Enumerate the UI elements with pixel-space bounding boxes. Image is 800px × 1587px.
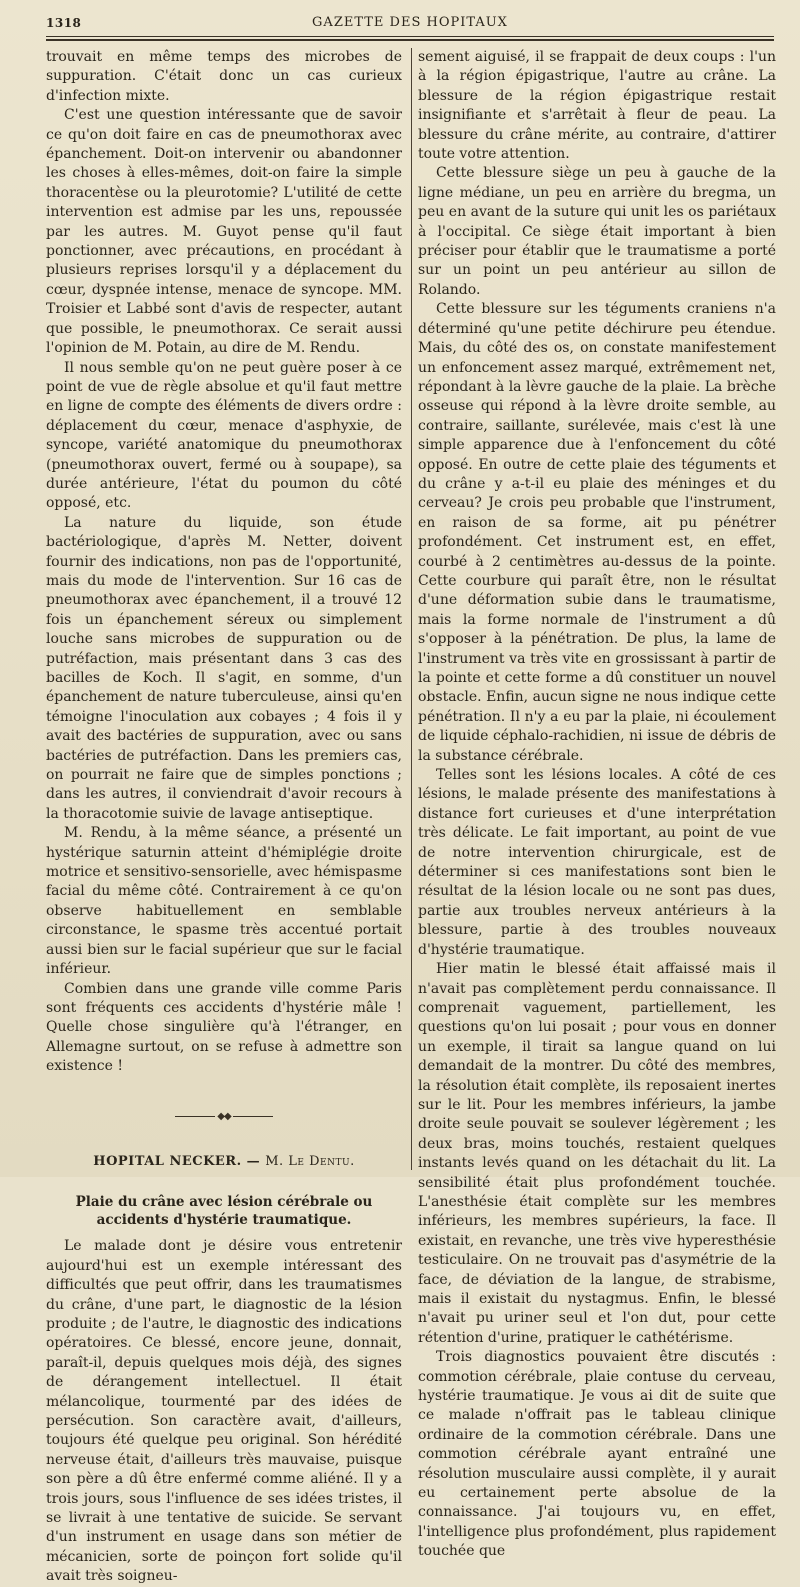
- paragraph: La nature du liquide, son étude bactériologique, d'après M. Netter, doivent fournir des indications, non pas de l'opportunité, mais du mode de l'intervention. Sur 16 cas de pneumothorax avec épanchement, il a trouvé 12 fois un épanchement séreux ou simplement louche sans microbes de suppuration ou de putréfaction, mais présentant dans 3 cas des bacilles de Koch. Il s'agit, en somme, d'un épanchement de nature tuberculeuse, ainsi qu'en témoigne l'inoculation aux cobayes ; 4 fois il y avait des bactéries de suppuration, avec ou sans bactéries de putréfaction. Dans les premiers cas, on pourrait ne faire que de simples ponctions ; dans les autres, il conviendrait d'avoir recours à la thoracotomie suivie de lavage antiseptique.: [46, 514, 402, 822]
- paragraph: Hier matin le blessé était affaissé mais il n'avait pas complètement perdu connaissance. Il comprenait vaguement, partiellement, les questions qu'on lui posait ; pour vous en donner un exemple, il tirait sa langue quand on lui demandait de la montrer. Du côté des membres, la résolution était complète, ils reposaient inertes sur le lit. Pour les membres inférieurs, la jambe droite seule pouvait se soulever légèrement ; les deux bras, moins touchés, restaient quelques instants levés quand on les détachait du lit. La sensibilité était plus profondément touchée. L'anesthésie était complète sur les membres inférieurs, les membres supérieurs, la face. Il existait, en revanche, une très vive hyperesthésie testiculaire. On ne trouvait pas d'asymétrie de la face, de déviation de la langue, de strabisme, mais il existait du nystagmus. Enfin, le blessé n'avait pu uriner seul et l'on dut, pour cette rétention d'urine, pratiquer le cathétérisme.: [418, 961, 776, 1346]
- paragraph: Cette blessure sur les téguments craniens n'a déterminé qu'une petite déchirure peu étendue. Mais, du côté des os, on constate manifestement un enfoncement assez marqué, extrêmement net, répondant à la lèvre gauche de la plaie. La brèche osseuse qui répond à la lèvre droite semble, au contraire, saillante, surélevée, mais c'est là une simple apparence due à l'enfoncement du côté opposé. En outre de cette plaie des téguments et du crâne y a-t-il eu plaie des méninges et du cerveau? Je crois peu probable que l'instrument, en raison de sa forme, ait pu pénétrer profondément. Cet instrument est, en effet, courbé à 2 centimètres au-dessus de la pointe. Cette courbure qui paraît être, non le résultat d'une déformation subie dans le traumatisme, mais la forme normale de l'instrument a dû s'opposer à la pénétration. De plus, la lame de l'instrument va très vite en grossissant à partir de la pointe et cette forme a dû constituer un nouvel obstacle. Enfin, aucun signe ne nous indique cette pénétration. Il n'y a eu par la plaie, ni écoulement de liquide céphalo-rachidien, ni issue de débris de la substance cérébrale.: [418, 301, 776, 764]
- paragraph: C'est une question intéressante que de savoir ce qu'on doit faire en cas de pneumothorax avec épanchement. Doit-on intervenir ou abandonner les choses à elles-mêmes, doit-on faire la simple thoracentèse ou la pleurotomie? L'utilité de cette intervention est admise par les uns, repoussée par les autres. M. Guyot pense qu'il faut ponctionner, avec précautions, en procédant à plusieurs reprises lorsqu'il y a déplacement du cœur, dyspnée intense, menace de syncope. MM. Troisier et Labbé sont d'avis de respecter, autant que possible, le pneumothorax. Ce serait aussi l'opinion de M. Potain, au dire de M. Rendu.: [46, 107, 402, 357]
- paragraph: Cette blessure siège un peu à gauche de la ligne médiane, un peu en arrière du bregma, un peu en avant de la suture qui unit les os pariétaux à l'occipital. Ce siège était important à bien préciser pour établir que le traumatisme a porté sur un point un peu antérieur au sillon de Rolando.: [418, 165, 776, 298]
- right-column: [418, 48, 776, 1562]
- heading-dash: —: [241, 1153, 266, 1169]
- paragraph: M. Rendu, à la même séance, a présenté un hystérique saturnin atteint d'hémiplégie droite motrice et sensitivo-sensorielle, avec hémispasme facial du même côté. Contrairement à ce qu'on observe habituellement en semblable circonstance, le spasme très accentué portait aussi bien sur le facial supérieur que sur le facial inférieur.: [46, 825, 402, 978]
- left-column: [46, 48, 402, 1587]
- paragraph: Telles sont les lésions locales. A côté de ces lésions, le malade présente des manifestations à distance fort curieuses et d'une interprétation très délicate. Le fait important, au point de vue de notre intervention chirurgicale, est de déterminer si ces manifestations sont bien le résultat de la lésion locale ou ne sont pas dues, partie aux troubles nerveux antérieurs à la blessure, partie à des troubles nouveaux d'hystérie traumatique.: [418, 767, 776, 958]
- paragraph: Le malade dont je désire vous entretenir aujourd'hui est un exemple intéressant des difficultés que peut offrir, dans les traumatismes du crâne, d'une part, le diagnostic de la lésion produite ; de l'autre, le diagnostic des indications opératoires. Ce blessé, encore jeune, donnait, paraît-il, depuis quelques mois déjà, des signes de dérangement intellectuel. Il était mélancolique, tourmenté par des idées de persécution. Son caractère avait, d'ailleurs, toujours été quelque peu original. Son hérédité nerveuse était, d'ailleurs très mauvaise, puisque son père a dû être enfermé comme aliéné. Il y a trois jours, sous l'influence de ses idées tristes, il se livrait à une tentative de suicide. Se servant d'un instrument en usage dans son métier de mécanicien, sorte de poinçon fort solide qu'il avait très soigneu-: [46, 1238, 402, 1585]
- section-separator-ornament: ◆◆: [46, 1107, 402, 1126]
- hospital-name: HOPITAL NECKER.: [93, 1153, 242, 1169]
- section-heading: [46, 1152, 402, 1171]
- journal-title: GAZETTE DES HOPITAUX: [312, 15, 508, 30]
- paragraph: Combien dans une grande ville comme Paris sont fréquents ces accidents d'hystérie mâle ! Quelle chose singulière qu'à l'étranger, en Allemagne surtout, on se refuse à admettre son existence !: [46, 980, 402, 1075]
- paragraph: Trois diagnostics pouvaient être discutés : commotion cérébrale, plaie contuse du cerveau, hystérie traumatique. Je vous ai dit de suite que ce malade n'offrait pas le tableau clinique ordinaire de la commotion cérébrale. Dans une commotion cérébrale ayant entraîné une résolution musculaire aussi complète, il y aurait eu certainement perte absolue de la connaissance. J'ai toujours vu, en effet, l'intelligence plus profondément, plus rapidement touchée que: [418, 1349, 776, 1560]
- page-number: 1318: [46, 16, 82, 30]
- header-rule: [46, 36, 774, 37]
- paragraph: trouvait en même temps des microbes de suppuration. C'était donc un cas curieux d'infection mixte.: [46, 49, 402, 104]
- header-rule-thick: [46, 39, 774, 41]
- doctor-name: M. Le Dentu.: [265, 1153, 355, 1169]
- article-subtitle: Plaie du crâne avec lésion cérébrale ou accidents d'hystérie traumatique.: [75, 1194, 373, 1229]
- column-divider: [411, 48, 412, 1170]
- paragraph: Il nous semble qu'on ne peut guère poser à ce point de vue de règle absolue et qu'il faut mettre en ligne de compte des éléments de divers ordre : déplacement du cœur, menace d'asphyxie, de syncope, variété anatomique du pneumothorax (pneumothorax ouvert, fermé ou à soupape), sa durée antérieure, l'état du poumon du côté opposé, etc.: [46, 359, 402, 512]
- paragraph: sement aiguisé, il se frappait de deux coups : l'un à la région épigastrique, l'autre au crâne. La blessure de la région épigastrique restait insignifiante et s'arrêtait à fleur de peau. La blessure du crâne mérite, au contraire, d'attirer toute votre attention.: [418, 49, 776, 163]
